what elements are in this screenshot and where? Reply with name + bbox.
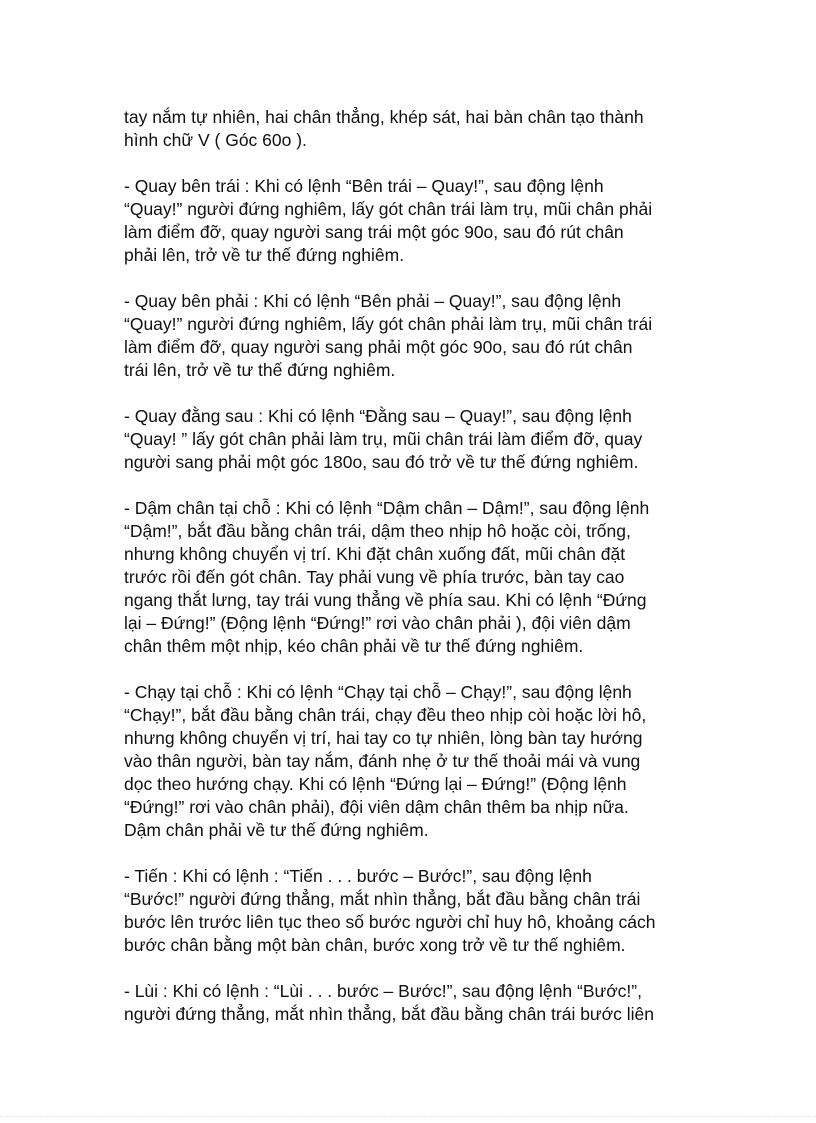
paragraph-turn-left: - Quay bên trái : Khi có lệnh “Bên trái – Quay!”, sau động lệnh “Quay!” người đứng nghiêm, lấy gót chân trái làm trụ, mũi chân phải làm điểm đỡ, quay người sang trái một góc 90o, sau đó rút chân phải lên, trở về tư thế đứng nghiêm. (124, 176, 653, 265)
page-bottom-divider (0, 1116, 816, 1117)
paragraph-run-in-place: - Chạy tại chỗ : Khi có lệnh “Chạy tại chỗ – Chạy!”, sau động lệnh “Chạy!”, bắt đầu bằng chân trái, chạy đều theo nhịp còi hoặc lời hô, nhưng không chuyển vị trí, hai tay co tự nhiên, lòng bàn tay hướng vào thân người, bàn tay nắm, đánh nhẹ ở tư thế thoải mái và vung dọc theo hướng chạy. Khi có lệnh “Đứng lại – Đứng!” (Động lệnh “Đứng!” rơi vào chân phải), đội viên dậm chân thêm ba nhịp nữa. Dậm chân phải về tư thế đứng nghiêm. (124, 682, 647, 840)
document-body (124, 106, 704, 1049)
paragraph-about-face: - Quay đằng sau : Khi có lệnh “Đằng sau – Quay!”, sau động lệnh “Quay! ” lấy gót chân phải làm trụ, mũi chân trái làm điểm đỡ, quay người sang phải một góc 180o, sau đó trở về tư thế đứng nghiêm. (124, 406, 643, 472)
paragraph-turn-right: - Quay bên phải : Khi có lệnh “Bên phải – Quay!”, sau động lệnh “Quay!” người đứng nghiêm, lấy gót chân phải làm trụ, mũi chân trái làm điểm đỡ, quay người sang phải một góc 90o, sau đó rút chân trái lên, trở về tư thế đứng nghiêm. (124, 291, 653, 380)
paragraph-mark-time: - Dậm chân tại chỗ : Khi có lệnh “Dậm chân – Dậm!”, sau động lệnh “Dậm!”, bắt đầu bằng chân trái, dậm theo nhịp hô hoặc còi, trống, nhưng không chuyển vị trí. Khi đặt chân xuống đất, mũi chân đặt trước rồi đến gót chân. Tay phải vung về phía trước, bàn tay cao ngang thắt lưng, tay trái vung thẳng về phía sau. Khi có lệnh “Đứng lại – Đứng!” (Động lệnh “Đứng!” rơi vào chân phải ), đội viên dậm chân thêm một nhịp, kéo chân phải về tư thế đứng nghiêm. (124, 498, 650, 656)
paragraph-step-forward: - Tiến : Khi có lệnh : “Tiến . . . bước – Bước!”, sau động lệnh “Bước!” người đứng thẳng, mắt nhìn thẳng, bắt đầu bằng chân trái bước lên trước liên tục theo số bước người chỉ huy hô, khoảng cách bước chân bằng một bàn chân, bước xong trở về tư thế nghiêm. (124, 866, 656, 955)
paragraph-stance-continuation: tay nắm tự nhiên, hai chân thẳng, khép sát, hai bàn chân tạo thành hình chữ V ( Góc 60o ). (124, 107, 644, 150)
paragraph-step-back: - Lùi : Khi có lệnh : “Lùi . . . bước – Bước!”, sau động lệnh “Bước!”, người đứng thẳng, mắt nhìn thẳng, bắt đầu bằng chân trái bước liên (124, 981, 654, 1024)
